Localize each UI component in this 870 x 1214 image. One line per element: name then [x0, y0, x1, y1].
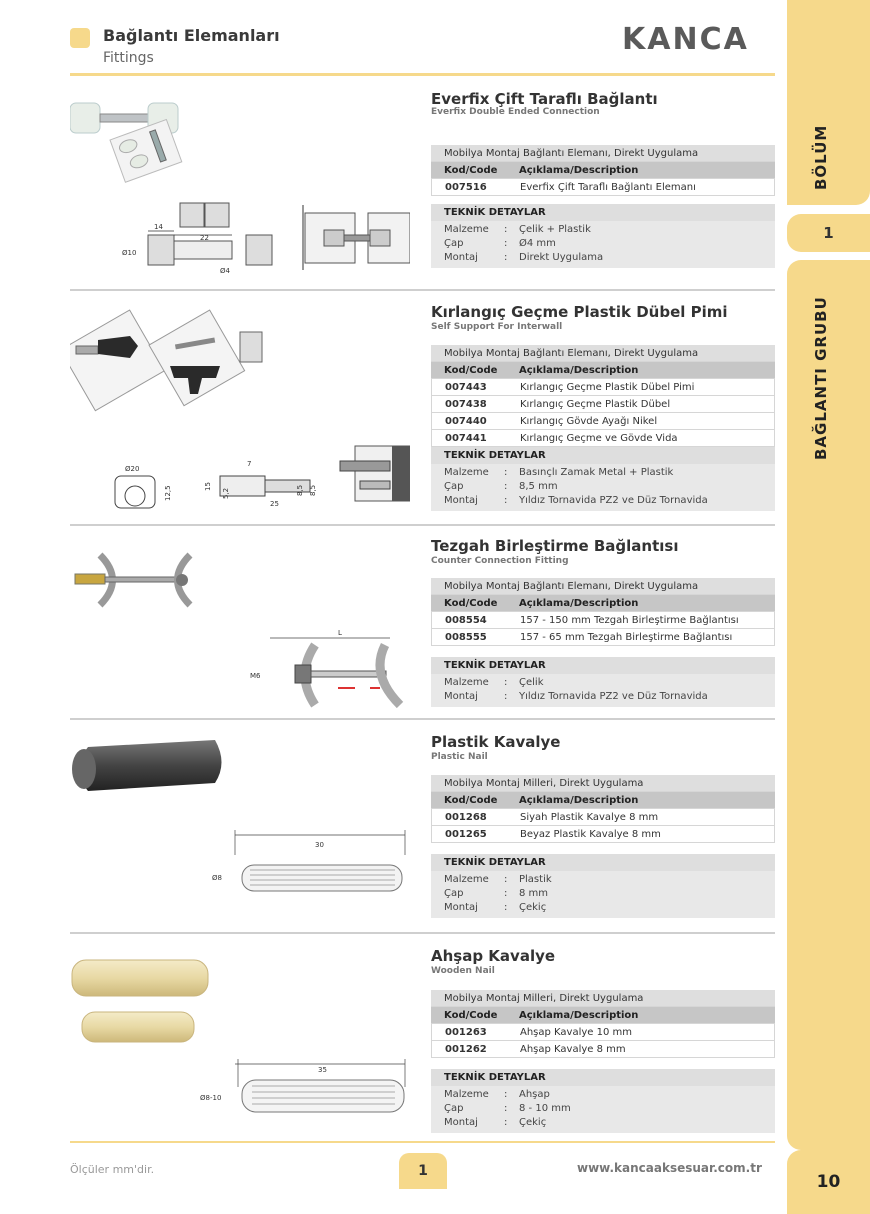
tech-body: [431, 871, 775, 918]
product-title: Everfix Çift Taraflı Bağlantı: [431, 90, 658, 108]
ahsap-kavalye-figure: [70, 952, 410, 1137]
tech-line: Malzeme : Basınçlı Zamak Metal + Plastik: [444, 467, 674, 478]
table-row: [431, 629, 775, 646]
kanca-logo: KANCA: [622, 22, 749, 57]
product-table: [431, 990, 775, 1133]
product-table: [431, 578, 775, 707]
dim-12-5: 12,5: [164, 485, 172, 501]
tech-header: TEKNİK DETAYLAR: [431, 204, 775, 221]
product-desc: Ahşap Kavalye 8 mm: [520, 1044, 626, 1055]
tech-line: Montaj : Çekiç: [444, 902, 547, 913]
category-row: Mobilya Montaj Bağlantı Elemanı, Direkt Uygulama: [431, 578, 775, 595]
col-desc: Açıklama/Description: [519, 165, 639, 176]
tech-header: TEKNİK DETAYLAR: [431, 854, 775, 871]
page-title: Bağlantı Elemanları: [103, 26, 280, 45]
tech-key: Çap: [444, 888, 464, 899]
col-code: Kod/Code: [444, 365, 498, 376]
product-code: 007438: [445, 399, 487, 410]
dim-8-5a: 8,5: [296, 484, 304, 496]
product-table: [431, 145, 775, 268]
footer-page: 1: [399, 1153, 447, 1189]
tech-line: Çap : 8 mm: [444, 888, 549, 899]
table-row: [431, 396, 775, 413]
category-row: Mobilya Montaj Bağlantı Elemanı, Direkt Uygulama: [431, 345, 775, 362]
dim-d8: Ø8: [212, 874, 222, 882]
group-label: BAĞLANTI GRUBU: [812, 296, 830, 460]
product-title: Ahşap Kavalye: [431, 947, 556, 965]
footer-note: Ölçüler mm'dir.: [70, 1163, 155, 1176]
dim-30: 30: [315, 841, 324, 849]
tezgah-figure: [70, 540, 410, 715]
product-code: 001265: [445, 829, 487, 840]
dim-d4: Ø4: [220, 267, 230, 275]
dim-22: 22: [200, 234, 209, 242]
dim-d10: Ø10: [122, 249, 137, 257]
page-number: 10: [787, 1150, 870, 1214]
col-desc: Açıklama/Description: [519, 365, 639, 376]
col-code: Kod/Code: [444, 1010, 498, 1021]
table-row: [431, 826, 775, 843]
tech-body: [431, 221, 775, 268]
table-header: [431, 595, 775, 612]
tech-value: 8,5 mm: [519, 481, 558, 492]
dim-35: 35: [318, 1066, 327, 1074]
tech-line: Çap : 8,5 mm: [444, 481, 558, 492]
tech-line: Montaj : Direkt Uygulama: [444, 252, 604, 263]
section-number: 1: [787, 214, 870, 252]
dim-d8-10: Ø8-10: [200, 1094, 222, 1102]
product-desc: 157 - 150 mm Tezgah Birleştirme Bağlantısı: [520, 615, 739, 626]
table-row: [431, 1024, 775, 1041]
side-tab-middle: [787, 260, 870, 1150]
tech-key: Malzeme: [444, 677, 489, 688]
dim-d20: Ø20: [125, 465, 140, 473]
tech-key: Malzeme: [444, 467, 489, 478]
product-code: 001262: [445, 1044, 487, 1055]
side-tab-top: [787, 0, 870, 205]
product-desc: Ahşap Kavalye 10 mm: [520, 1027, 633, 1038]
col-code: Kod/Code: [444, 795, 498, 806]
tech-line: Malzeme : Ahşap: [444, 1089, 550, 1100]
category-row: Mobilya Montaj Bağlantı Elemanı, Direkt Uygulama: [431, 145, 775, 162]
product-code: 001268: [445, 812, 487, 823]
table-header: [431, 1007, 775, 1024]
page-subtitle: Fittings: [103, 50, 154, 66]
tech-line: Malzeme : Çelik + Plastik: [444, 224, 591, 235]
product-desc: Kırlangıç Geçme ve Gövde Vida: [520, 433, 678, 444]
tech-value: Çelik + Plastik: [519, 224, 591, 235]
product-desc: Kırlangıç Geçme Plastik Dübel Pimi: [520, 382, 695, 393]
header-divider: [70, 73, 775, 76]
tech-key: Çap: [444, 481, 464, 492]
product-title: Tezgah Birleştirme Bağlantısı: [431, 537, 679, 555]
tech-key: Montaj: [444, 691, 478, 702]
product-subtitle: Wooden Nail: [431, 966, 495, 976]
table-row: [431, 430, 775, 447]
tech-key: Çap: [444, 238, 464, 249]
dim-25: 25: [270, 500, 279, 508]
product-title: Plastik Kavalye: [431, 733, 561, 751]
tech-value: Ø4 mm: [519, 238, 556, 249]
dim-7: 7: [247, 460, 252, 468]
tech-line: Malzeme : Plastik: [444, 874, 552, 885]
footer-url[interactable]: www.kancaaksesuar.com.tr: [577, 1161, 762, 1175]
tech-line: Çap : 8 - 10 mm: [444, 1103, 571, 1114]
footer-divider: [70, 1141, 775, 1143]
tech-line: Montaj : Yıldız Tornavida PZ2 ve Düz Tornavida: [444, 495, 708, 506]
tech-line: Montaj : Çekiç: [444, 1117, 547, 1128]
tech-value: Basınçlı Zamak Metal + Plastik: [519, 467, 674, 478]
tech-header: TEKNİK DETAYLAR: [431, 447, 775, 464]
kirlangic-figure: [70, 296, 410, 516]
tech-key: Malzeme: [444, 224, 489, 235]
col-desc: Açıklama/Description: [519, 598, 639, 609]
product-subtitle: Plastic Nail: [431, 752, 488, 762]
tech-value: Yıldız Tornavida PZ2 ve Düz Tornavida: [519, 691, 708, 702]
product-code: 007443: [445, 382, 487, 393]
tech-value: Çekiç: [519, 902, 547, 913]
tech-value: 8 mm: [519, 888, 549, 899]
table-header: [431, 362, 775, 379]
product-desc: Beyaz Plastik Kavalye 8 mm: [520, 829, 661, 840]
dim-14: 14: [154, 223, 163, 231]
tech-value: Çekiç: [519, 1117, 547, 1128]
product-code: 008554: [445, 615, 487, 626]
tech-value: 8 - 10 mm: [519, 1103, 571, 1114]
tech-body: [431, 464, 775, 511]
product-subtitle: Counter Connection Fitting: [431, 556, 569, 566]
table-row: [431, 809, 775, 826]
tech-header: TEKNİK DETAYLAR: [431, 1069, 775, 1086]
dim-5-2: 5,2: [222, 487, 230, 499]
dim-l: L: [338, 629, 342, 637]
tech-value: Direkt Uygulama: [519, 252, 604, 263]
tech-key: Çap: [444, 1103, 464, 1114]
tech-line: Çap : Ø4 mm: [444, 238, 556, 249]
product-code: 001263: [445, 1027, 487, 1038]
col-code: Kod/Code: [444, 598, 498, 609]
category-row: Mobilya Montaj Milleri, Direkt Uygulama: [431, 775, 775, 792]
tech-line: Malzeme : Çelik: [444, 677, 544, 688]
side-tab: [787, 0, 870, 1214]
table-row: [431, 612, 775, 629]
tech-value: Çelik: [519, 677, 544, 688]
tech-value: Yıldız Tornavida PZ2 ve Düz Tornavida: [519, 495, 708, 506]
product-subtitle: Everfix Double Ended Connection: [431, 107, 600, 117]
tech-key: Montaj: [444, 495, 478, 506]
product-table: [431, 775, 775, 918]
col-desc: Açıklama/Description: [519, 795, 639, 806]
dim-8-5b: 8,5: [309, 484, 317, 496]
table-header: [431, 162, 775, 179]
product-code: 008555: [445, 632, 487, 643]
table-row: [431, 179, 775, 196]
tech-key: Malzeme: [444, 1089, 489, 1100]
tech-header: TEKNİK DETAYLAR: [431, 657, 775, 674]
product-desc: 157 - 65 mm Tezgah Birleştirme Bağlantısı: [520, 632, 733, 643]
product-desc: Kırlangıç Gövde Ayağı Nikel: [520, 416, 658, 427]
product-title: Kırlangıç Geçme Plastik Dübel Pimi: [431, 303, 728, 321]
tech-value: Plastik: [519, 874, 552, 885]
product-code: 007516: [445, 182, 487, 193]
product-desc: Kırlangıç Geçme Plastik Dübel: [520, 399, 671, 410]
everfix-figure: [70, 95, 410, 285]
tech-key: Montaj: [444, 1117, 478, 1128]
product-desc: Siyah Plastik Kavalye 8 mm: [520, 812, 659, 823]
category-row: Mobilya Montaj Milleri, Direkt Uygulama: [431, 990, 775, 1007]
product-table: [431, 345, 775, 511]
section-divider: [70, 932, 775, 934]
product-code: 007441: [445, 433, 487, 444]
dim-m6: M6: [250, 672, 261, 680]
tech-key: Montaj: [444, 902, 478, 913]
tech-body: [431, 674, 775, 707]
table-row: [431, 1041, 775, 1058]
tech-value: Ahşap: [519, 1089, 550, 1100]
product-code: 007440: [445, 416, 487, 427]
section-label: BÖLÜM: [812, 124, 830, 190]
product-desc: Everfix Çift Taraflı Bağlantı Elemanı: [520, 182, 696, 193]
dim-15: 15: [204, 482, 212, 491]
product-subtitle: Self Support For Interwall: [431, 322, 563, 332]
table-row: [431, 379, 775, 396]
tech-line: Montaj : Yıldız Tornavida PZ2 ve Düz Tornavida: [444, 691, 708, 702]
section-divider: [70, 289, 775, 291]
plastik-kavalye-figure: [70, 735, 410, 915]
tech-body: [431, 1086, 775, 1133]
table-row: [431, 413, 775, 430]
section-divider: [70, 718, 775, 720]
table-header: [431, 792, 775, 809]
tech-key: Malzeme: [444, 874, 489, 885]
tech-key: Montaj: [444, 252, 478, 263]
col-desc: Açıklama/Description: [519, 1010, 639, 1021]
header-square-icon: [70, 28, 90, 48]
section-divider: [70, 524, 775, 526]
col-code: Kod/Code: [444, 165, 498, 176]
